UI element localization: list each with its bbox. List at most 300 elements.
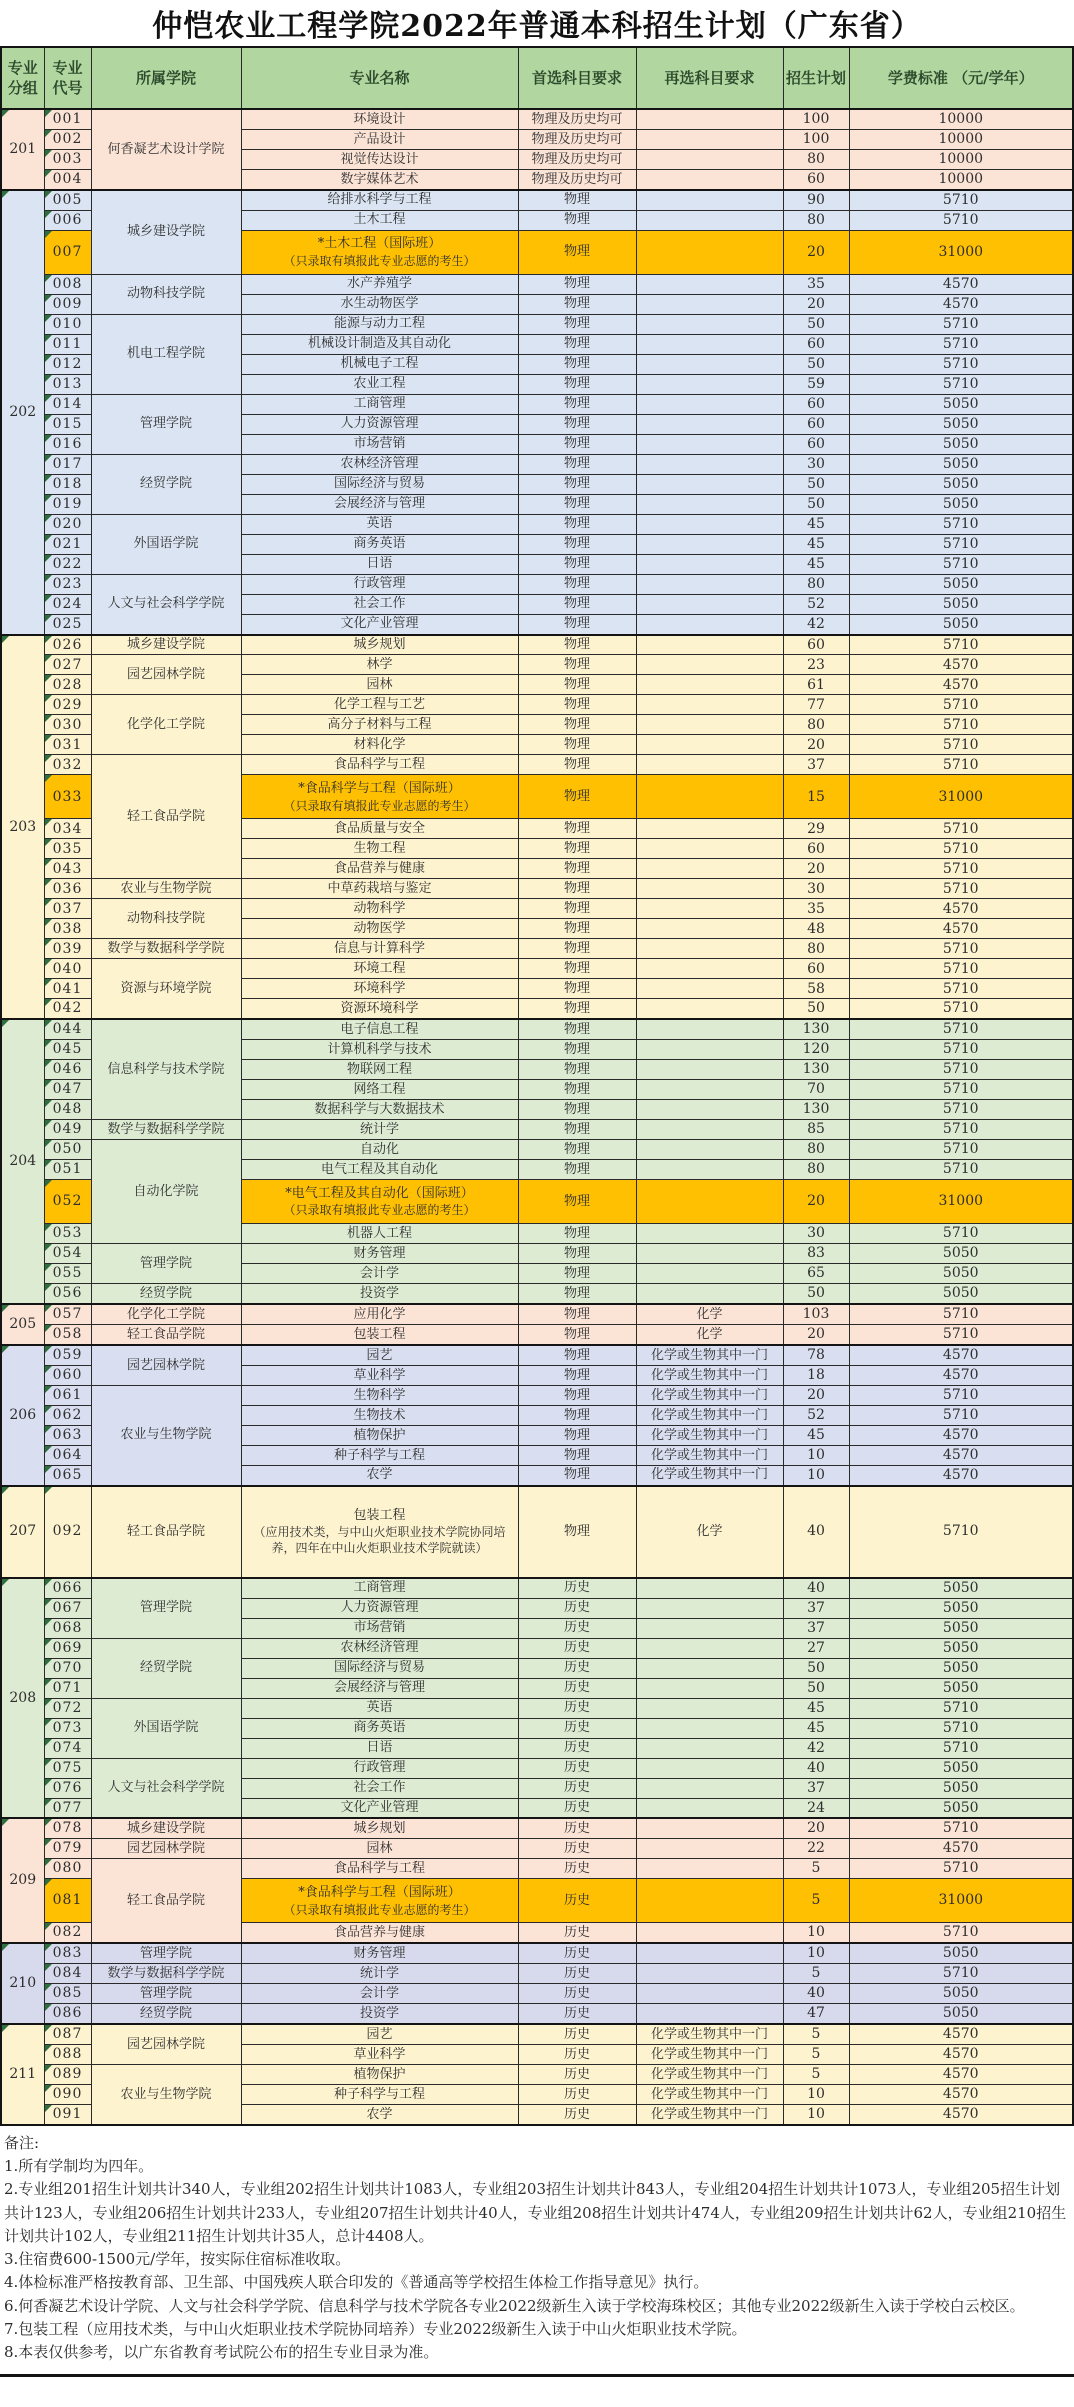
- tuition-cell: 5050: [849, 414, 1073, 434]
- major-name: 食品科学与工程: [333, 757, 425, 773]
- first-subject-cell: 物理: [518, 675, 636, 695]
- major-cell: [241, 1486, 518, 1578]
- major-name: 园艺: [366, 2026, 393, 2042]
- major-cell: [241, 2064, 518, 2084]
- code-cell: 039: [44, 939, 91, 959]
- code-cell: 092: [44, 1486, 91, 1578]
- first-subject-cell: 物理: [518, 394, 636, 414]
- major-cell: [241, 1140, 518, 1160]
- second-subject-cell: [636, 715, 783, 735]
- first-subject-cell: 历史: [518, 1618, 636, 1638]
- plan-cell: 30: [783, 1224, 849, 1244]
- second-subject-cell: [636, 1180, 783, 1224]
- major-name: 农业工程: [353, 376, 406, 392]
- code-cell: 027: [44, 655, 91, 675]
- plan-cell: 20: [783, 1325, 849, 1345]
- plan-cell: 10: [783, 1465, 849, 1485]
- tuition-cell: 5050: [849, 574, 1073, 594]
- plan-cell: 65: [783, 1264, 849, 1284]
- first-subject-cell: 物理: [518, 1486, 636, 1578]
- tuition-cell: 4570: [849, 2084, 1073, 2104]
- second-subject-cell: [636, 695, 783, 715]
- first-subject-cell: 物理: [518, 594, 636, 614]
- second-subject-cell: [636, 999, 783, 1019]
- tuition-cell: 5710: [849, 999, 1073, 1019]
- plan-cell: 30: [783, 879, 849, 899]
- major-cell: [241, 394, 518, 414]
- table-row: [1, 655, 1073, 675]
- plan-cell: 59: [783, 374, 849, 394]
- first-subject-cell: 历史: [518, 1698, 636, 1718]
- major-name: 财务管理: [353, 1945, 406, 1961]
- second-subject-cell: 化学或生物其中一门: [636, 1345, 783, 1365]
- college-cell: 数学与数据科学学院: [91, 939, 241, 959]
- major-cell: [241, 1405, 518, 1425]
- code-cell: 014: [44, 394, 91, 414]
- college-cell: 经贸学院: [91, 1638, 241, 1698]
- footnotes: [0, 2126, 1074, 2378]
- major-name: 化学工程与工艺: [333, 697, 425, 713]
- tuition-cell: 4570: [849, 675, 1073, 695]
- first-subject-cell: 物理: [518, 755, 636, 775]
- plan-cell: 35: [783, 899, 849, 919]
- second-subject-cell: [636, 775, 783, 819]
- table-header: [1, 47, 1073, 109]
- tuition-cell: 4570: [849, 1345, 1073, 1365]
- plan-cell: 60: [783, 394, 849, 414]
- first-subject-cell: 物理: [518, 1264, 636, 1284]
- first-subject-cell: 历史: [518, 1598, 636, 1618]
- tuition-cell: 5710: [849, 1385, 1073, 1405]
- college-cell: 经贸学院: [91, 454, 241, 514]
- first-subject-cell: 物理: [518, 1425, 636, 1445]
- major-name: 市场营销: [353, 1620, 406, 1636]
- second-subject-cell: [636, 574, 783, 594]
- major-name: 社会工作: [353, 1780, 406, 1796]
- major-cell: [241, 1698, 518, 1718]
- code-cell: 020: [44, 514, 91, 534]
- first-subject-cell: 物理: [518, 959, 636, 979]
- plan-cell: 5: [783, 2064, 849, 2084]
- code-cell: 005: [44, 190, 91, 210]
- tuition-cell: 5710: [849, 879, 1073, 899]
- major-name: 食品营养与健康: [333, 1925, 425, 1941]
- major-name: 城乡规划: [353, 637, 406, 653]
- table-row: [1, 879, 1073, 899]
- tuition-cell: 5050: [849, 1264, 1073, 1284]
- college-cell: 园艺园林学院: [91, 1839, 241, 1859]
- header-first-subject: 首选科目要求: [518, 47, 636, 109]
- major-cell: [241, 655, 518, 675]
- enrollment-plan-table: [0, 46, 1074, 2126]
- tuition-cell: 5710: [849, 210, 1073, 230]
- plan-cell: 10: [783, 1445, 849, 1465]
- first-subject-cell: 历史: [518, 1859, 636, 1879]
- code-cell: 029: [44, 695, 91, 715]
- first-subject-cell: 物理: [518, 635, 636, 655]
- code-cell: 047: [44, 1080, 91, 1100]
- first-subject-cell: 历史: [518, 1923, 636, 1943]
- plan-cell: 20: [783, 859, 849, 879]
- major-cell: [241, 190, 518, 210]
- major-name: 园林: [366, 1841, 393, 1857]
- major-cell: [241, 1678, 518, 1698]
- plan-cell: 20: [783, 294, 849, 314]
- first-subject-cell: 物理: [518, 574, 636, 594]
- major-name: 社会工作: [353, 596, 406, 612]
- first-subject-cell: 物理: [518, 374, 636, 394]
- plan-cell: 5: [783, 2024, 849, 2044]
- major-name: 环境设计: [353, 111, 406, 127]
- second-subject-cell: [636, 735, 783, 755]
- major-name: 会展经济与管理: [333, 1680, 425, 1696]
- code-cell: 023: [44, 574, 91, 594]
- code-cell: 042: [44, 999, 91, 1019]
- first-subject-cell: 物理: [518, 1100, 636, 1120]
- second-subject-cell: [636, 414, 783, 434]
- first-subject-cell: 历史: [518, 1638, 636, 1658]
- tuition-cell: 4570: [849, 294, 1073, 314]
- second-subject-cell: [636, 354, 783, 374]
- table-row: [1, 1304, 1073, 1324]
- plan-cell: 61: [783, 675, 849, 695]
- plan-cell: 29: [783, 819, 849, 839]
- code-cell: 074: [44, 1738, 91, 1758]
- header-plan: 招生计划: [783, 47, 849, 109]
- table-row: [1, 1325, 1073, 1345]
- second-subject-cell: [636, 1943, 783, 1963]
- first-subject-cell: 物理: [518, 1465, 636, 1485]
- tuition-cell: 5050: [849, 1598, 1073, 1618]
- code-cell: 011: [44, 334, 91, 354]
- code-cell: 051: [44, 1160, 91, 1180]
- first-subject-cell: 物理: [518, 354, 636, 374]
- code-cell: 069: [44, 1638, 91, 1658]
- college-cell: 管理学院: [91, 1943, 241, 1963]
- plan-cell: 37: [783, 1598, 849, 1618]
- second-subject-cell: [636, 919, 783, 939]
- major-cell: [241, 959, 518, 979]
- first-subject-cell: 物理: [518, 514, 636, 534]
- major-name: 会计学: [359, 1985, 399, 2001]
- plan-cell: 130: [783, 1060, 849, 1080]
- header-major: 专业名称: [241, 47, 518, 109]
- major-name: 电气工程及其自动化: [320, 1161, 438, 1177]
- major-cell: [241, 1818, 518, 1838]
- second-subject-cell: [636, 1040, 783, 1060]
- college-cell: 化学化工学院: [91, 1304, 241, 1324]
- first-subject-cell: 物理: [518, 614, 636, 634]
- table-row: [1, 1019, 1073, 1039]
- college-cell: 轻工食品学院: [91, 1859, 241, 1943]
- code-cell: 021: [44, 534, 91, 554]
- plan-cell: 35: [783, 274, 849, 294]
- tuition-cell: 5050: [849, 454, 1073, 474]
- major-name: 行政管理: [353, 1760, 406, 1776]
- plan-cell: 45: [783, 1718, 849, 1738]
- plan-cell: 37: [783, 1778, 849, 1798]
- first-subject-cell: 物理: [518, 839, 636, 859]
- college-cell: 数学与数据科学学院: [91, 1120, 241, 1140]
- code-cell: 054: [44, 1244, 91, 1264]
- code-cell: 009: [44, 294, 91, 314]
- college-cell: 经贸学院: [91, 1284, 241, 1304]
- major-note: （只录取有填报此专业志愿的考生）: [283, 1203, 476, 1218]
- major-name: 园艺: [366, 1347, 393, 1363]
- major-name: 物联网工程: [346, 1061, 412, 1077]
- major-cell: [241, 494, 518, 514]
- code-cell: 010: [44, 314, 91, 334]
- major-name: 动物医学: [353, 921, 406, 937]
- major-cell: [241, 695, 518, 715]
- first-subject-cell: 历史: [518, 2044, 636, 2064]
- first-subject-cell: 历史: [518, 1758, 636, 1778]
- tuition-cell: 5710: [849, 190, 1073, 210]
- first-subject-cell: 物理: [518, 494, 636, 514]
- major-cell: [241, 574, 518, 594]
- second-subject-cell: [636, 1160, 783, 1180]
- second-subject-cell: [636, 1798, 783, 1818]
- first-subject-cell: 物理: [518, 454, 636, 474]
- second-subject-cell: [636, 274, 783, 294]
- major-note: （应用技术类，与中山火炬职业技术学院协同培养，四年在中山火炬职业技术学院就读）: [253, 1525, 506, 1556]
- plan-cell: 100: [783, 109, 849, 129]
- tuition-cell: 5710: [849, 1964, 1073, 1984]
- code-cell: 073: [44, 1718, 91, 1738]
- second-subject-cell: [636, 1758, 783, 1778]
- plan-cell: 30: [783, 454, 849, 474]
- plan-cell: 52: [783, 1405, 849, 1425]
- code-cell: 016: [44, 434, 91, 454]
- table-row: [1, 1943, 1073, 1963]
- major-name: 生物科学: [353, 1387, 406, 1403]
- first-subject-cell: 物理: [518, 1120, 636, 1140]
- second-subject-cell: [636, 1859, 783, 1879]
- major-name: 电子信息工程: [340, 1022, 419, 1038]
- major-name: 工商管理: [353, 396, 406, 412]
- major-note: （只录取有填报此专业志愿的考生）: [283, 253, 476, 268]
- table-row: [1, 1284, 1073, 1304]
- major-cell: [241, 169, 518, 189]
- second-subject-cell: [636, 169, 783, 189]
- first-subject-cell: 物理: [518, 1040, 636, 1060]
- major-cell: [241, 899, 518, 919]
- college-cell: 园艺园林学院: [91, 2024, 241, 2064]
- plan-cell: 48: [783, 919, 849, 939]
- second-subject-cell: [636, 614, 783, 634]
- second-subject-cell: [636, 474, 783, 494]
- group-cell: 201: [1, 109, 44, 190]
- second-subject-cell: [636, 230, 783, 274]
- second-subject-cell: [636, 190, 783, 210]
- major-cell: [241, 859, 518, 879]
- major-cell: [241, 1778, 518, 1798]
- major-cell: [241, 1180, 518, 1224]
- tuition-cell: 5710: [849, 1818, 1073, 1838]
- plan-cell: 77: [783, 695, 849, 715]
- tuition-cell: 5050: [849, 1578, 1073, 1598]
- major-cell: [241, 294, 518, 314]
- table-row: [1, 1120, 1073, 1140]
- second-subject-cell: [636, 1839, 783, 1859]
- plan-cell: 45: [783, 554, 849, 574]
- second-subject-cell: [636, 1738, 783, 1758]
- first-subject-cell: 历史: [518, 1798, 636, 1818]
- first-subject-cell: 物理: [518, 1244, 636, 1264]
- major-cell: [241, 1964, 518, 1984]
- footnote-line: 1.所有学制均为四年。: [4, 2157, 154, 2176]
- first-subject-cell: 物理: [518, 1405, 636, 1425]
- first-subject-cell: 物理: [518, 314, 636, 334]
- tuition-cell: 31000: [849, 1180, 1073, 1224]
- tuition-cell: 4570: [849, 2104, 1073, 2124]
- footnote-line: 2.专业组201招生计划共计340人，专业组202招生计划共计1083人，专业组203招生计划共计843人，专业组204招生计划共计1073人，专业组205招生计划共计123人，专业组206招生计划共计233人，专业组207招生计划共计40人，专业组208招生计划共计474人，专业组209招生计划共计62人，专业组210招生计划共计102人，专业组211招生计划共计35人，总计4408人。: [4, 2180, 1067, 2245]
- major-name: 水产养殖学: [346, 276, 412, 292]
- table-row: [1, 1698, 1073, 1718]
- plan-cell: 45: [783, 1425, 849, 1445]
- college-cell: 农业与生物学院: [91, 879, 241, 899]
- first-subject-cell: 物理: [518, 715, 636, 735]
- tuition-cell: 5710: [849, 819, 1073, 839]
- major-name: 能源与动力工程: [333, 316, 425, 332]
- major-cell: [241, 1598, 518, 1618]
- major-name: 动物科学: [353, 901, 406, 917]
- major-name: 行政管理: [353, 576, 406, 592]
- major-cell: [241, 839, 518, 859]
- table-row: [1, 109, 1073, 129]
- tuition-cell: 4570: [849, 1839, 1073, 1859]
- major-name: 给排水科学与工程: [327, 192, 432, 208]
- major-name: *食品科学与工程（国际班）: [298, 1884, 461, 1900]
- code-cell: 053: [44, 1224, 91, 1244]
- first-subject-cell: 历史: [518, 1718, 636, 1738]
- code-cell: 058: [44, 1325, 91, 1345]
- second-subject-cell: [636, 1224, 783, 1244]
- plan-cell: 5: [783, 1879, 849, 1923]
- code-cell: 063: [44, 1425, 91, 1445]
- college-cell: 城乡建设学院: [91, 190, 241, 274]
- plan-cell: 5: [783, 1964, 849, 1984]
- tuition-cell: 5710: [849, 859, 1073, 879]
- code-cell: 004: [44, 169, 91, 189]
- major-name: 视觉传达设计: [340, 151, 419, 167]
- code-cell: 072: [44, 1698, 91, 1718]
- table-row: [1, 454, 1073, 474]
- tuition-cell: 5710: [849, 314, 1073, 334]
- major-cell: [241, 2004, 518, 2024]
- first-subject-cell: 物理: [518, 859, 636, 879]
- second-subject-cell: 化学或生物其中一门: [636, 1385, 783, 1405]
- major-name: 计算机科学与技术: [327, 1041, 432, 1057]
- plan-cell: 45: [783, 534, 849, 554]
- table-row: [1, 755, 1073, 775]
- major-name: 人力资源管理: [340, 1600, 419, 1616]
- second-subject-cell: [636, 374, 783, 394]
- second-subject-cell: [636, 1244, 783, 1264]
- major-cell: [241, 1224, 518, 1244]
- major-name: 英语: [366, 516, 393, 532]
- code-cell: 067: [44, 1598, 91, 1618]
- plan-cell: 80: [783, 149, 849, 169]
- table-row: [1, 939, 1073, 959]
- group-cell: 211: [1, 2024, 44, 2125]
- second-subject-cell: [636, 1984, 783, 2004]
- tuition-cell: 5710: [849, 979, 1073, 999]
- first-subject-cell: 物理: [518, 1224, 636, 1244]
- table-row: [1, 959, 1073, 979]
- tuition-cell: 5050: [849, 2004, 1073, 2024]
- plan-cell: 20: [783, 735, 849, 755]
- first-subject-cell: 历史: [518, 2024, 636, 2044]
- major-cell: [241, 1465, 518, 1485]
- code-cell: 083: [44, 1943, 91, 1963]
- table-row: [1, 1486, 1073, 1578]
- major-cell: [241, 1738, 518, 1758]
- plan-cell: 10: [783, 2084, 849, 2104]
- major-cell: [241, 999, 518, 1019]
- major-cell: [241, 1385, 518, 1405]
- plan-cell: 5: [783, 1859, 849, 1879]
- major-cell: [241, 819, 518, 839]
- header-tuition: 学费标准 （元/学年）: [849, 47, 1073, 109]
- table-row: [1, 1758, 1073, 1778]
- table-row: [1, 574, 1073, 594]
- plan-cell: 60: [783, 334, 849, 354]
- first-subject-cell: 物理: [518, 1019, 636, 1039]
- code-cell: 041: [44, 979, 91, 999]
- page-title: 仲恺农业工程学院2022年普通本科招生计划（广东省）: [152, 9, 922, 44]
- second-subject-cell: 化学或生物其中一门: [636, 2084, 783, 2104]
- first-subject-cell: 物理: [518, 1445, 636, 1465]
- plan-cell: 45: [783, 1698, 849, 1718]
- code-cell: 038: [44, 919, 91, 939]
- code-cell: 036: [44, 879, 91, 899]
- table-row: [1, 274, 1073, 294]
- major-name: 包装工程: [353, 1326, 406, 1342]
- tuition-cell: 5710: [849, 635, 1073, 655]
- first-subject-cell: 物理: [518, 334, 636, 354]
- code-cell: 070: [44, 1658, 91, 1678]
- tuition-cell: 5050: [849, 1284, 1073, 1304]
- major-cell: [241, 1445, 518, 1465]
- second-subject-cell: [636, 514, 783, 534]
- tuition-cell: 5710: [849, 1040, 1073, 1060]
- major-name: *电气工程及其自动化（国际班）: [285, 1185, 474, 1201]
- major-name: 会展经济与管理: [333, 496, 425, 512]
- code-cell: 089: [44, 2064, 91, 2084]
- tuition-cell: 4570: [849, 2044, 1073, 2064]
- footnote-line: 6.何香凝艺术设计学院、人文与社会科学学院、信息科学与技术学院各专业2022级新生入读于学校海珠校区；其他专业2022级新生入读于学校白云校区。: [4, 2296, 1025, 2315]
- major-cell: [241, 554, 518, 574]
- tuition-cell: 4570: [849, 274, 1073, 294]
- tuition-cell: 5050: [849, 494, 1073, 514]
- code-cell: 075: [44, 1758, 91, 1778]
- major-name: *食品科学与工程（国际班）: [298, 781, 461, 797]
- code-cell: 088: [44, 2044, 91, 2064]
- plan-cell: 90: [783, 190, 849, 210]
- tuition-cell: 5050: [849, 1244, 1073, 1264]
- plan-cell: 50: [783, 494, 849, 514]
- group-cell: 209: [1, 1818, 44, 1943]
- major-name: 食品科学与工程: [333, 1861, 425, 1877]
- first-subject-cell: 物理: [518, 939, 636, 959]
- second-subject-cell: [636, 839, 783, 859]
- footnote-line: 7.包装工程（应用技术类，与中山火炬职业技术学院协同培养）专业2022级新生入读于中山火炬职业技术学院。: [4, 2319, 747, 2338]
- table-row: [1, 394, 1073, 414]
- code-cell: 059: [44, 1345, 91, 1365]
- major-cell: [241, 1060, 518, 1080]
- group-cell: 205: [1, 1304, 44, 1345]
